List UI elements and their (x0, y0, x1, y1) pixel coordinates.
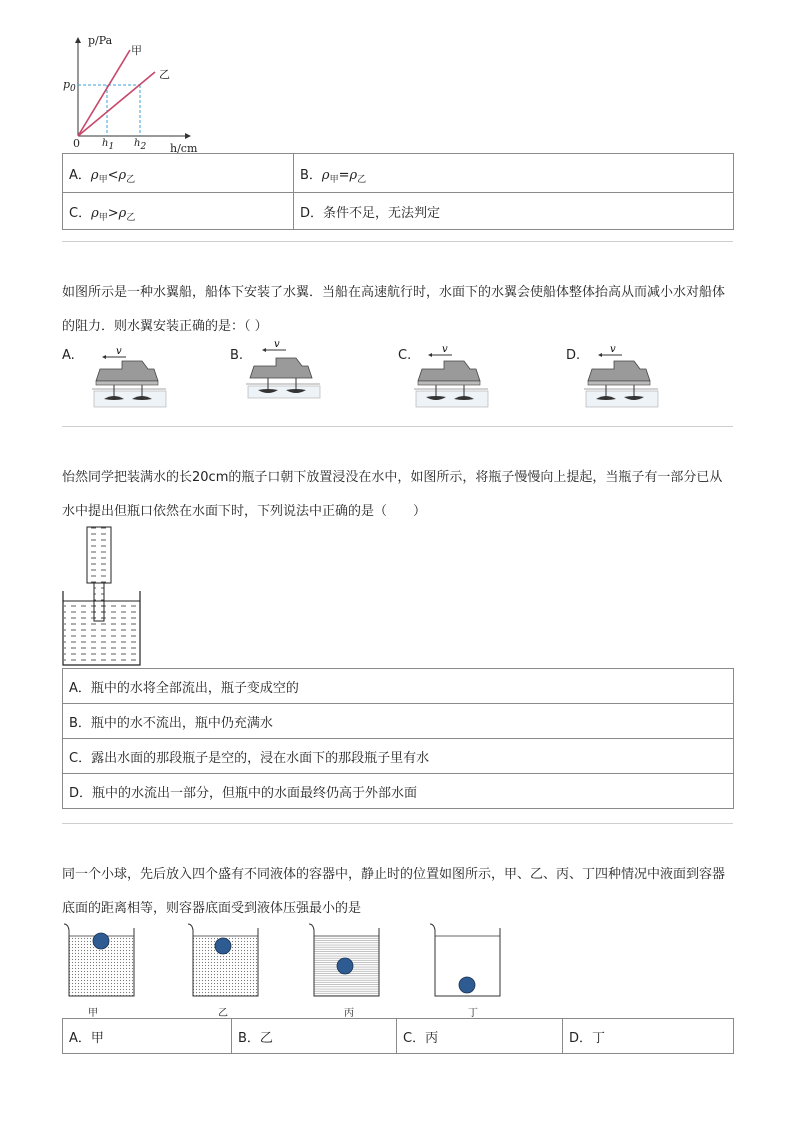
q3-question-text: 怡然同学把装满水的长20cm的瓶子口朝下放置浸没在水中，如图所示，将瓶子慢慢向上提起，当瓶子有一部分已从水中提出但瓶口依然在水面下时，下列说法中正确的是（ ） (62, 470, 723, 519)
caption-jia: 甲 (88, 1008, 98, 1019)
line-jia-label: 甲 (131, 44, 142, 57)
q1-option-d[interactable]: D．条件不足，无法判定 (294, 193, 734, 230)
q2-option-d-label[interactable]: D. (566, 348, 581, 363)
q1-option-a[interactable]: A．$\rho_甲<\rho_乙$ (63, 154, 294, 193)
q3-option-d[interactable]: D．瓶中的水流出一部分，但瓶中的水面最终仍高于外部水面 (63, 774, 734, 809)
q2-option-c-label[interactable]: C. (398, 348, 412, 363)
ball (215, 938, 231, 954)
divider-1 (62, 241, 733, 242)
line-yi-label: 乙 (159, 68, 170, 81)
q3-options-table (62, 668, 734, 809)
q4-option-d[interactable]: D．丁 (563, 1019, 734, 1054)
ball (93, 933, 109, 949)
divider-2 (62, 426, 733, 427)
q3-option-b[interactable]: B．瓶中的水不流出，瓶中仍充满水 (63, 704, 734, 739)
q2-boat-figure-a[interactable] (92, 345, 172, 411)
h1-label: h1 (102, 138, 115, 152)
divider-3 (62, 823, 733, 824)
caption-ding: 丁 (468, 1008, 478, 1019)
origin-label: 0 (73, 137, 80, 150)
line-jia (78, 50, 130, 136)
velocity-label: v (274, 339, 280, 350)
q1-option-c[interactable]: C．$\rho_甲>\rho_乙$ (63, 193, 294, 230)
line-yi (78, 72, 155, 136)
caption-bing: 丙 (344, 1008, 354, 1019)
velocity-label: v (442, 345, 448, 355)
h2-label: h2 (134, 138, 147, 152)
velocity-label: v (610, 345, 616, 355)
p0-label: $p_0$ (63, 78, 76, 94)
q4-question-text: 同一个小球，先后放入四个盛有不同液体的容器中，静止时的位置如图所示，甲、乙、丙、丁四种情况中液面到容器底面的距离相等，则容器底面受到液体压强最小的是 (62, 867, 726, 916)
q3-option-c[interactable]: C．露出水面的那段瓶子是空的，浸在水面下的那段瓶子里有水 (63, 739, 734, 774)
velocity-label: v (116, 346, 122, 357)
q4-beaker-figure-bing (307, 922, 387, 1000)
q1-options-table (62, 153, 734, 230)
q2-boat-figure-c[interactable] (414, 345, 494, 411)
q1-option-b[interactable]: B．$\rho_甲=\rho_乙$ (294, 154, 734, 193)
q2-boat-figure-d[interactable] (584, 345, 664, 411)
q2-question-text: 如图所示是一种水翼船，船体下安装了水翼．当船在高速航行时，水面下的水翼会使船体整体抬高从而减小水对船体的阻力．则水翼安装正确的是：（ ） (62, 285, 726, 334)
q4-beaker-figure-yi (186, 922, 266, 1000)
caption-yi: 乙 (218, 1008, 228, 1019)
q4-option-a[interactable]: A．甲 (63, 1019, 232, 1054)
x-axis-label: h/cm (170, 142, 198, 155)
q2-boat-figure-b[interactable] (246, 338, 326, 404)
ball (459, 977, 475, 993)
q4-beaker-figure-ding (428, 922, 508, 1000)
q4-option-c[interactable]: C．丙 (397, 1019, 563, 1054)
q2-option-a-label[interactable]: A. (62, 348, 75, 363)
y-axis-label: p/Pa (88, 34, 113, 47)
ball (337, 958, 353, 974)
q4-options-table (62, 1018, 734, 1054)
q4-beaker-figure-jia (62, 922, 142, 1000)
q3-option-a[interactable]: A．瓶中的水将全部流出，瓶子变成空的 (63, 669, 734, 704)
q3-bottle-in-water-figure (60, 525, 144, 667)
q2-option-b-label[interactable]: B. (230, 348, 244, 363)
q4-option-b[interactable]: B．乙 (232, 1019, 397, 1054)
